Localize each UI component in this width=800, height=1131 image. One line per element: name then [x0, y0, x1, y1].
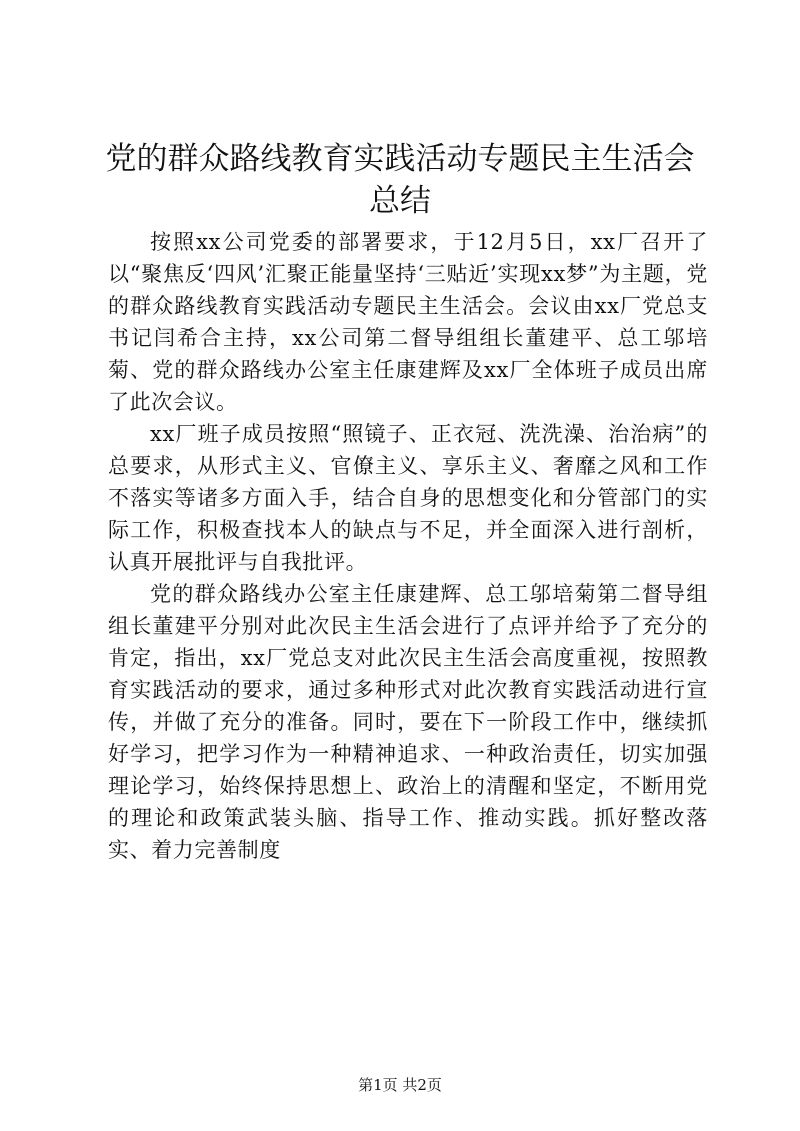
- document-title: 党的群众路线教育实践活动专题民主生活会总结: [105, 141, 695, 219]
- page-indicator: 第1页 共2页: [358, 1076, 442, 1094]
- paragraph-2: xx厂班子成员按照“照镜子、正衣冠、洗洗澡、治治病”的总要求，从形式主义、官僚主义、享乐主义、奢靡之风和工作不落实等诸多方面入手，结合自身的思想变化和分管部门的实际工作，积极查找本人的缺点与不足，并全面深入进行剖析，认真开展批评与自我批评。: [108, 422, 708, 574]
- document-body: [108, 226, 708, 866]
- paragraph-1: 按照xx公司党委的部署要求，于12月5日，xx厂召开了以“聚焦反‘四风’汇聚正能量坚持‘三贴近’实现xx梦”为主题，党的群众路线教育实践活动专题民主生活会。会议由xx厂党总支书记闫希合主持，xx公司第二督导组组长董建平、总工邬培菊、党的群众路线办公室主任康建辉及xx厂全体班子成员出席了此次会议。: [108, 230, 708, 414]
- paragraph-3: 党的群众路线办公室主任康建辉、总工邬培菊第二督导组组长董建平分别对此次民主生活会进行了点评并给予了充分的肯定，指出，xx厂党总支对此次民主生活会高度重视，按照教育实践活动的要求，通过多种形式对此次教育实践活动进行宣传，并做了充分的准备。同时，要在下一阶段工作中，继续抓好学习，把学习作为一种精神追求、一种政治责任，切实加强理论学习，始终保持思想上、政治上的清醒和坚定，不断用党的理论和政策武装头脑、指导工作、推动实践。抓好整改落实、着力完善制度: [108, 582, 708, 862]
